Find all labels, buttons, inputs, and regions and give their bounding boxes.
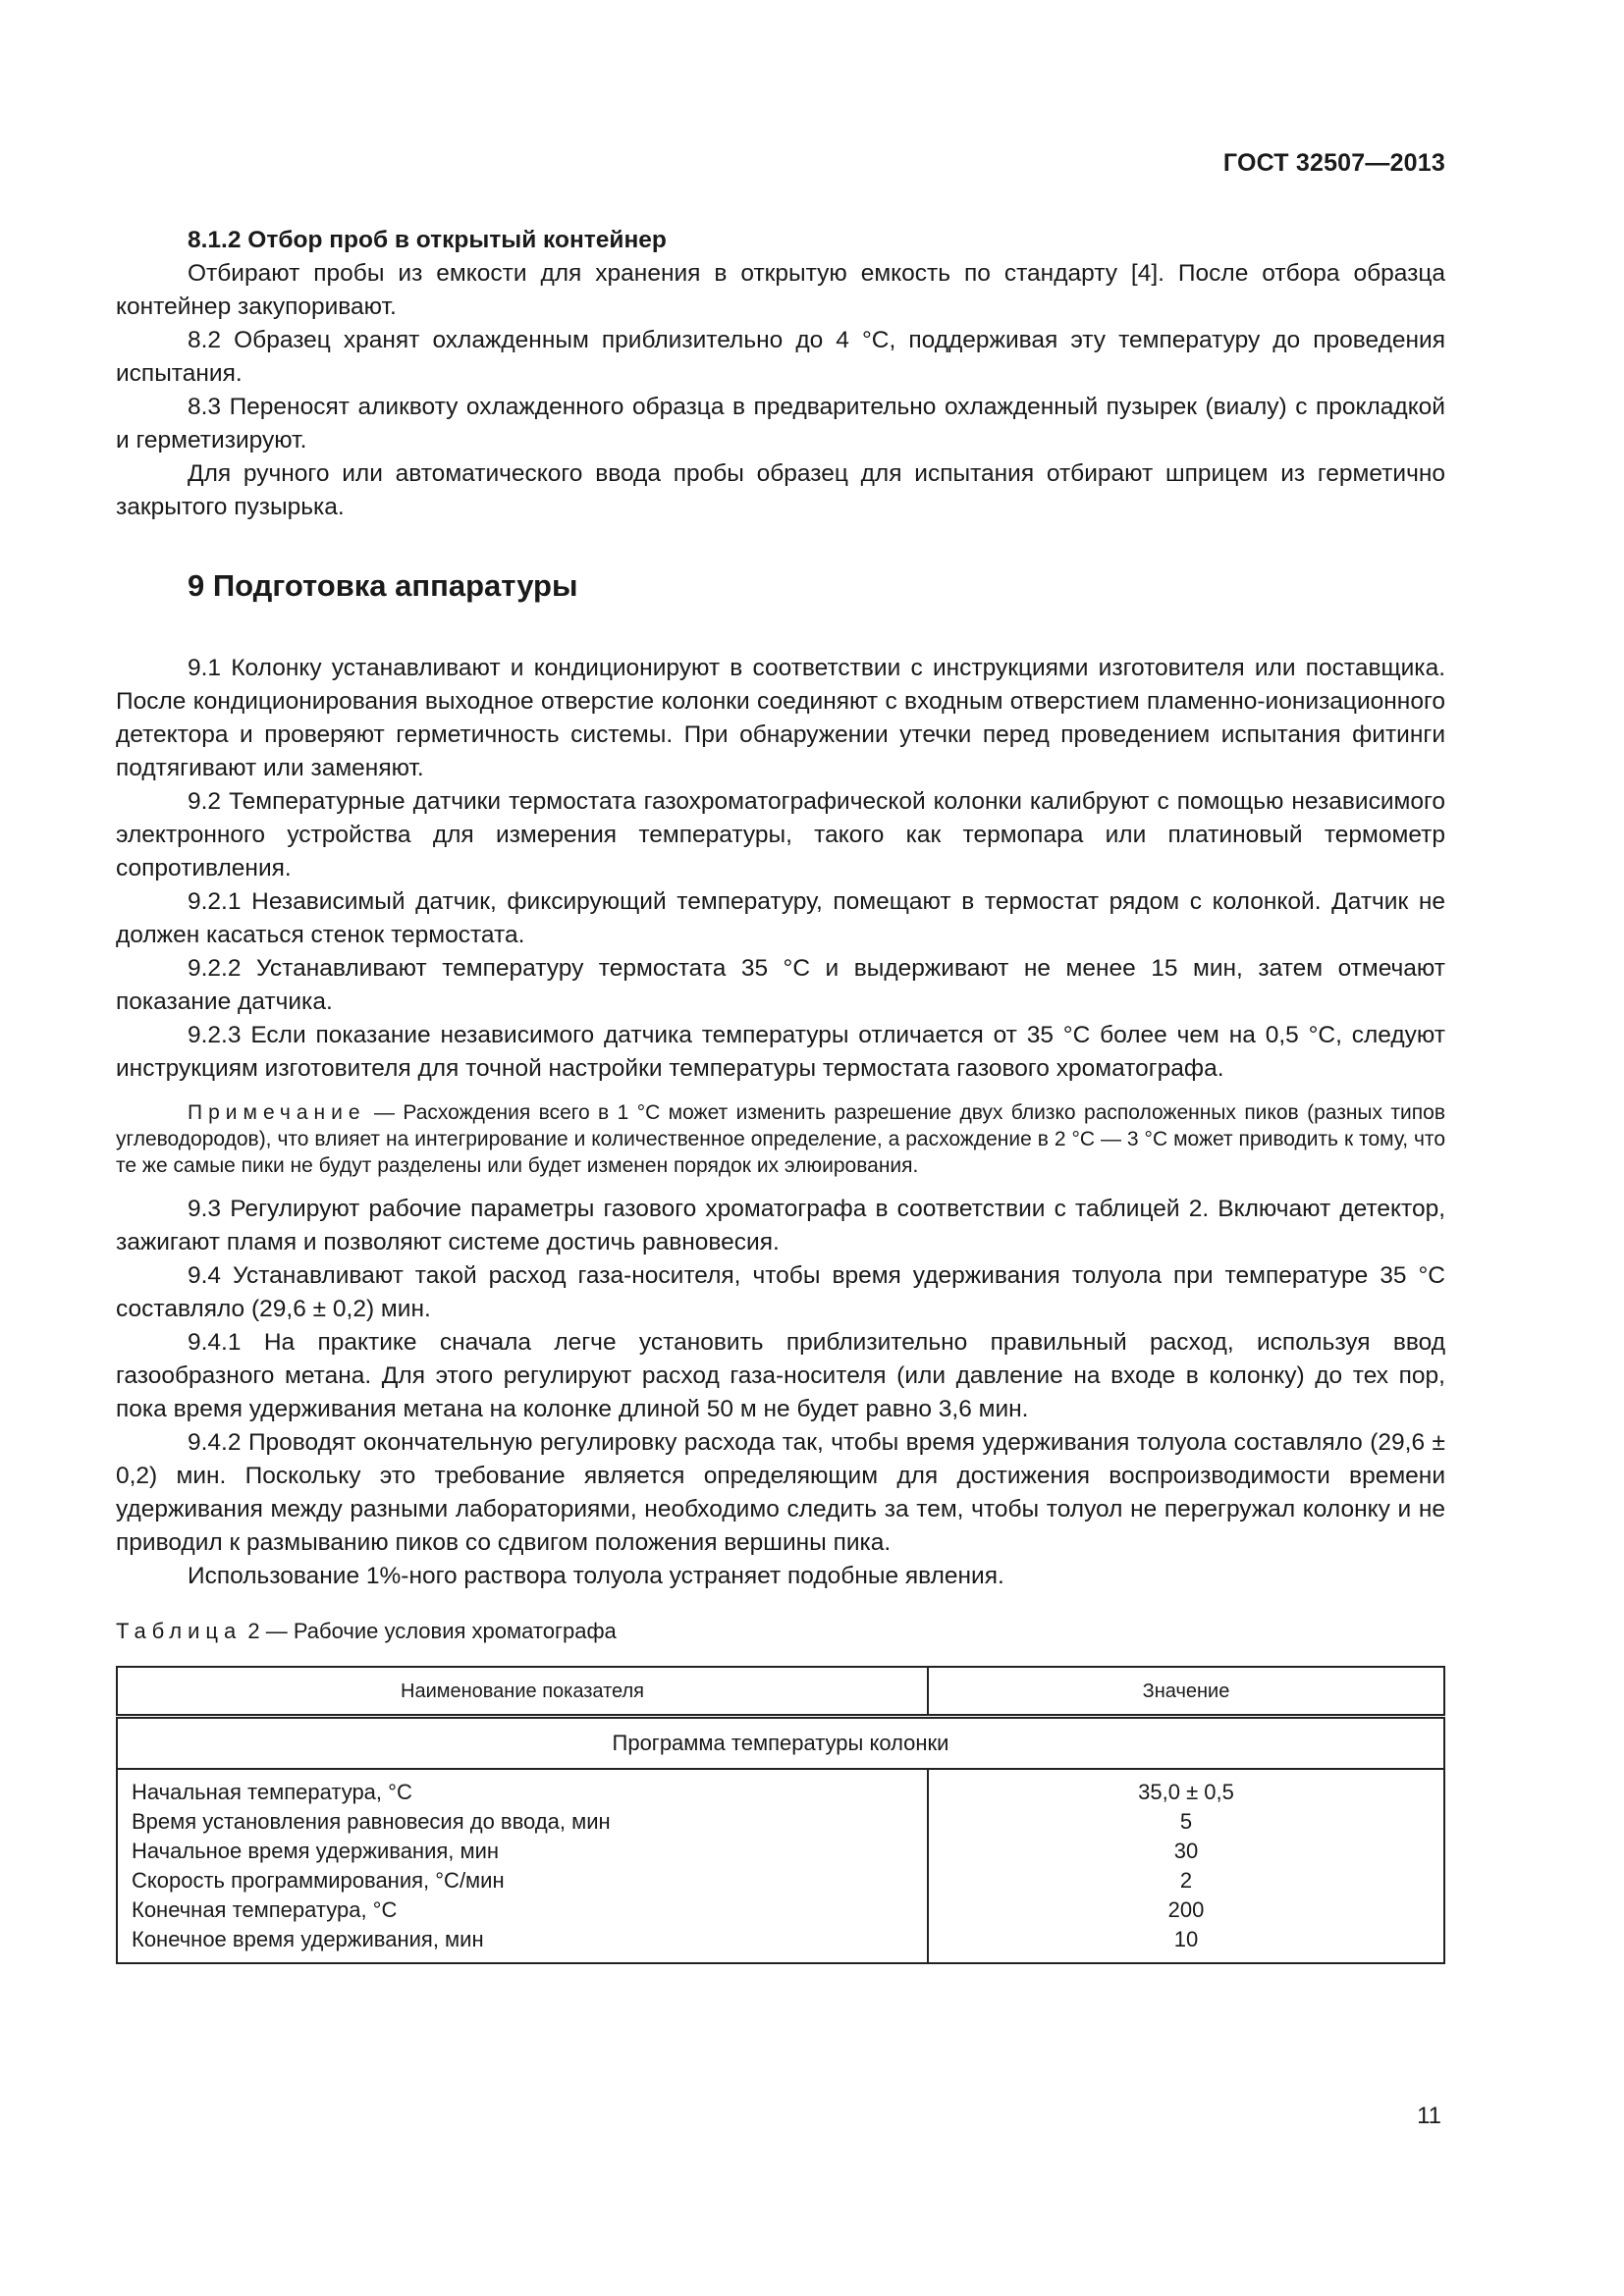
table-value: 30: [1173, 1839, 1199, 1863]
table-value: 5: [1179, 1809, 1193, 1834]
table-param: Конечное время удерживания, мин: [132, 1927, 484, 1951]
paragraph: 9.1 Колонку устанавливают и кондиционируют в соответствии с инструкциями изготовителя или поставщика. После кондиционирования выходное отверстие колонки соединяют с входным отверстием пламенно-ионизационного детектора и проверяют герметичность системы. При обнаружении утечки перед проведением испытания фитинги подтягивают или заменяют.: [116, 655, 1445, 781]
table-section-title: Программа температуры колонки: [117, 1717, 1444, 1770]
table-value: 2: [1179, 1868, 1193, 1893]
note-label: Примечание: [188, 1101, 366, 1124]
paragraph: 9.3 Регулируют рабочие параметры газового хроматографа в соответствии с таблицей 2. Включают детектор, зажигают пламя и позволяют системе достичь равновесия.: [116, 1196, 1445, 1255]
section-title: 9 Подготовка аппаратуры: [188, 568, 578, 603]
document-id-header: ГОСТ 32507—2013: [1222, 149, 1445, 177]
paragraph: Использование 1%-ного раствора толуола устраняет подобные явления.: [188, 1563, 1004, 1589]
table-caption-text: 2 — Рабочие условия хроматографа: [242, 1619, 617, 1643]
table-param: Скорость программирования, °С/мин: [132, 1868, 505, 1893]
subsection-heading: 8.1.2 Отбор проб в открытый контейнер: [188, 227, 667, 253]
paragraph: 9.4.2 Проводят окончательную регулировку расхода так, чтобы время удерживания толуола составляло (29,6 ± 0,2) мин. Поскольку это требование является определяющим для достижения воспроизводимости времени удерживания между разными лабораториями, необходимо следить за тем, чтобы толуол не перегружал колонку и не приводил к размыванию пиков со сдвигом положения вершины пика.: [116, 1429, 1445, 1556]
table-caption: [116, 1617, 1445, 1646]
table-value: 10: [1173, 1927, 1199, 1951]
paragraph: Отбирают пробы из емкости для хранения в открытую емкость по стандарту [4]. После отбора образца контейнер закупоривают.: [116, 260, 1445, 320]
paragraph: 8.3 Переносят аликвоту охлажденного образца в предварительно охлажденный пузырек (виалу) с прокладкой и герметизируют.: [116, 394, 1445, 454]
page-number: 11: [1417, 2103, 1441, 2129]
paragraph: 9.2.3 Если показание независимого датчика температуры отличается от 35 °С более чем на 0,5 °С, следуют инструкциям изготовителя для точной настройки температуры термостата газового хроматографа.: [116, 1022, 1445, 1082]
paragraph: Для ручного или автоматического ввода пробы образец для испытания отбирают шприцем из герметично закрытого пузырька.: [116, 460, 1445, 520]
table-header-row: [117, 1667, 1444, 1717]
table-param: Начальная температура, °С: [132, 1780, 412, 1804]
table-value: 200: [1167, 1897, 1205, 1922]
conditions-table: [116, 1666, 1445, 1964]
table-section-row: [117, 1717, 1444, 1770]
paragraph: 9.4.1 На практике сначала легче установить приблизительно правильный расход, используя ввод газообразного метана. Для этого регулируют расход газа-носителя (или давление на входе в колонку) до тех пор, пока время удерживания метана на колонке длиной 50 м не будет равно 3,6 мин.: [116, 1329, 1445, 1422]
table-param: Время установления равновесия до ввода, мин: [132, 1809, 611, 1834]
table-values-cell: [928, 1769, 1444, 1963]
paragraph: 9.2.1 Независимый датчик, фиксирующий температуру, помещают в термостат рядом с колонкой. Датчик не должен касаться стенок термостата.: [116, 888, 1445, 948]
paragraph: 9.2 Температурные датчики термостата газохроматографической колонки калибруют с помощью независимого электронного устройства для измерения температуры, такого как термопара или платиновый термометр сопротивления.: [116, 788, 1445, 881]
table-value: 35,0 ± 0,5: [1138, 1780, 1234, 1804]
table-caption-label: Таблица: [116, 1619, 243, 1643]
table-header-value: Значение: [928, 1667, 1444, 1717]
paragraph: 8.2 Образец хранят охлажденным приблизительно до 4 °С, поддерживая эту температуру до проведения испытания.: [116, 327, 1445, 387]
table-header-param: Наименование показателя: [117, 1667, 928, 1717]
table-body-row: [117, 1769, 1444, 1963]
note-text: — Расхождения всего в 1 °С может изменить разрешение двух близко расположенных пиков (разных типов углеводородов), что влияет на интегрирование и количественное определение, а расхождение в 2 °С — 3 °С может приводить к тому, что те же самые пики не будут разделены или будет изменен порядок их элюирования.: [116, 1101, 1445, 1177]
table-param: Начальное время удерживания, мин: [132, 1839, 500, 1863]
paragraph: 9.4 Устанавливают такой расход газа-носителя, чтобы время удерживания толуола при температуре 35 °С составляло (29,6 ± 0,2) мин.: [116, 1262, 1445, 1322]
note: [116, 1099, 1445, 1179]
page-body: [116, 224, 1445, 1964]
table-param: Конечная температура, °С: [132, 1897, 398, 1922]
table-params-cell: [117, 1769, 928, 1963]
paragraph: 9.2.2 Устанавливают температуру термостата 35 °С и выдерживают не менее 15 мин, затем отмечают показание датчика.: [116, 955, 1445, 1015]
